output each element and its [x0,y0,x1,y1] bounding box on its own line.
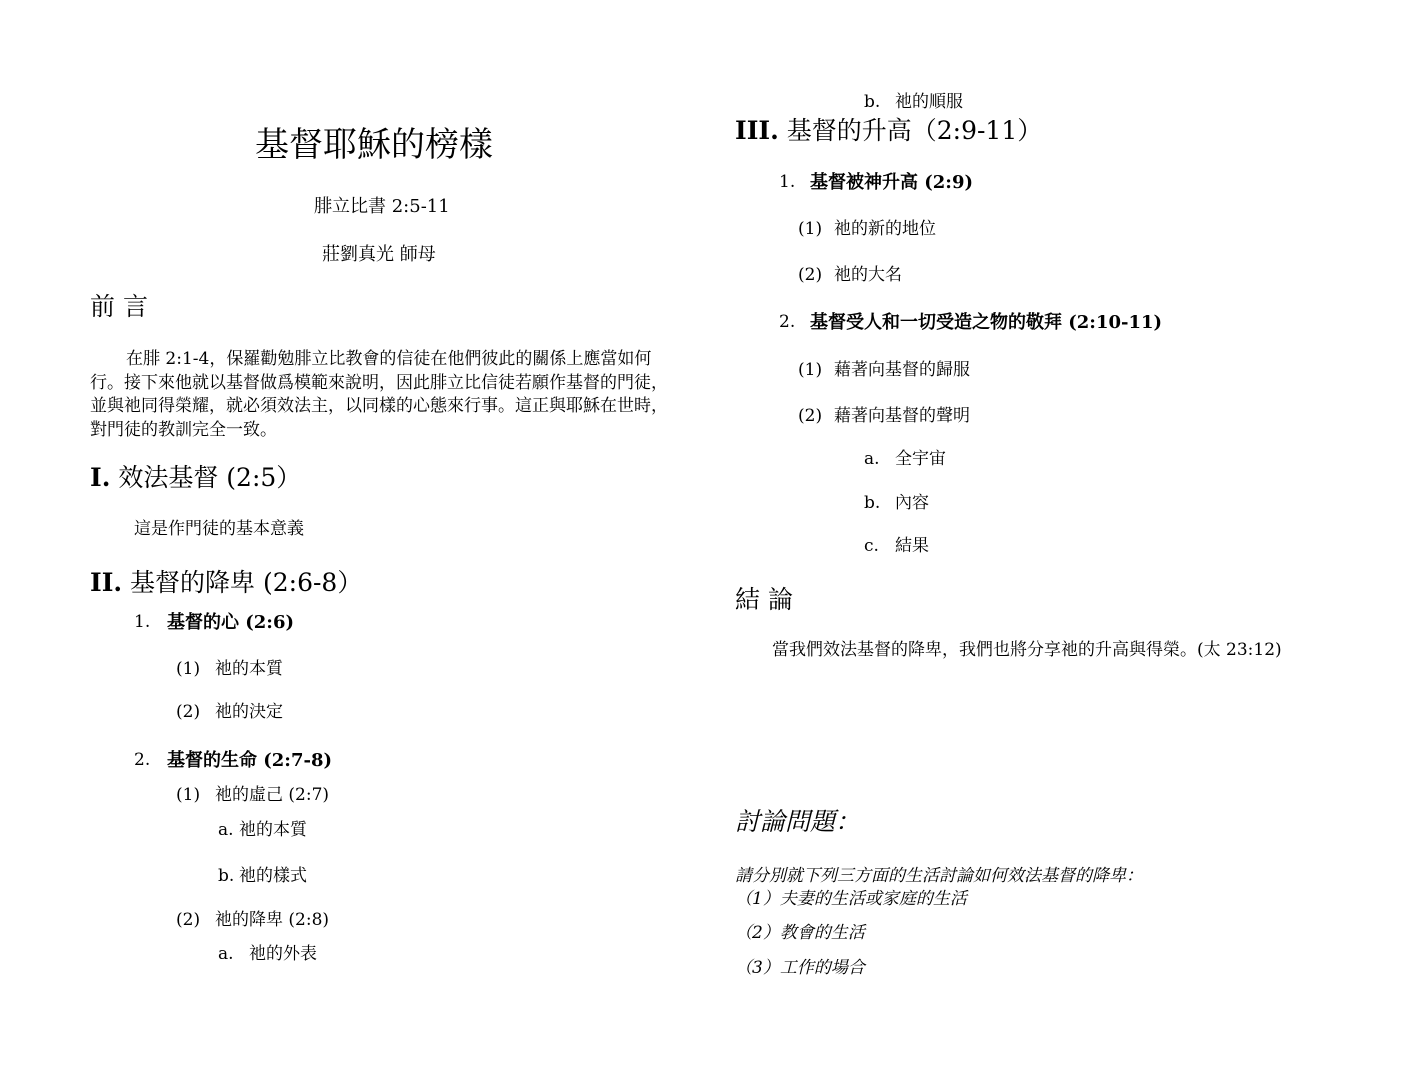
section-2-point-2-number: 2. [134,750,151,770]
section-2-point-1-title: 基督的心 (2:6) [167,612,294,633]
list-item-number: (1) [798,219,823,239]
list-item: 祂的本質 [239,820,307,840]
list-item-number: c. [864,536,879,556]
section-1-text: 這是作門徒的基本意義 [134,519,304,539]
list-item: 祂的降卑 (2:8) [215,910,330,930]
list-item: 藉著向基督的聲明 [834,406,970,426]
list-item: 祂的本質 [215,659,283,679]
list-item: 祂的樣式 [239,866,307,886]
section-3-heading [735,118,1042,143]
discussion-heading: 討論問題： [735,807,861,836]
intro-heading: 前 言 [90,292,148,321]
list-item-number: (1) [798,360,823,380]
section-2-title: 基督的降卑 (2:6-8） [130,568,363,597]
section-3-title: 基督的升高（2:9-11） [786,116,1043,145]
list-item-number: (1) [176,785,201,805]
conclusion-heading: 結 論 [735,585,793,614]
section-3-point-1-title: 基督被神升高 (2:9) [810,172,973,193]
list-item-number: (2) [176,910,201,930]
list-item-number: a. [218,944,234,964]
list-item: 祂的大名 [834,265,902,285]
section-3-number: III. [735,116,779,145]
list-item: 祂的新的地位 [834,219,936,239]
list-item: 藉著向基督的歸服 [834,360,970,380]
page-title: 基督耶穌的榜樣 [255,125,493,165]
list-item-number: (2) [798,265,823,285]
list-item: 全宇宙 [895,449,946,469]
author: 莊劉真光 師母 [322,244,436,265]
scripture-reference: 腓立比書 2:5-11 [314,196,450,217]
intro-paragraph: 在腓 2:1-4，保羅勸勉腓立比教會的信徒在他們彼此的關係上應當如何行。接下來他就以基督做爲模範來說明，因此腓立比信徒若願作基督的門徒，並與祂同得榮耀，就必須效法主，以同樣的心態來行事。這正與耶穌在世時，對門徒的教訓完全一致。 [90,349,668,440]
list-item-number: (2) [798,406,823,426]
discussion-prompt: 請分別就下列三方面的生活討論如何效法基督的降卑： [735,866,1143,886]
list-item: 內容 [895,493,929,513]
section-1-heading [90,465,301,490]
section-3-point-1-number: 1. [779,172,796,192]
conclusion-text: 當我們效法基督的降卑，我們也將分享祂的升高與得榮。(太 23:12) [772,640,1282,660]
list-item: 祂的外表 [249,944,317,964]
list-item: 祂的虛己 (2:7) [215,785,330,805]
section-2-point-2-title: 基督的生命 (2:7-8) [167,750,332,771]
discussion-item: （1）夫妻的生活或家庭的生活 [735,889,967,909]
section-2-number: II. [90,568,123,597]
section-2-heading [90,570,362,595]
list-item: 結果 [895,536,929,556]
list-item-number: b. [218,866,235,886]
list-item: 祂的決定 [215,702,283,722]
section-1-number: I. [90,463,111,492]
section-3-point-2-number: 2. [779,312,796,332]
section-2-point-1-number: 1. [134,612,151,632]
list-item-number: a. [864,449,880,469]
section-1-title: 效法基督 (2:5） [118,463,302,492]
list-item-number: (2) [176,702,201,722]
discussion-item: （3）工作的場合 [735,958,865,978]
list-item-number: b. [864,92,881,112]
list-item-number: b. [864,493,881,513]
list-item: 祂的順服 [895,92,963,112]
list-item-number: a. [218,820,234,840]
list-item-number: (1) [176,659,201,679]
discussion-item: （2）教會的生活 [735,923,865,943]
section-3-point-2-title: 基督受人和一切受造之物的敬拜 (2:10-11) [810,312,1163,333]
